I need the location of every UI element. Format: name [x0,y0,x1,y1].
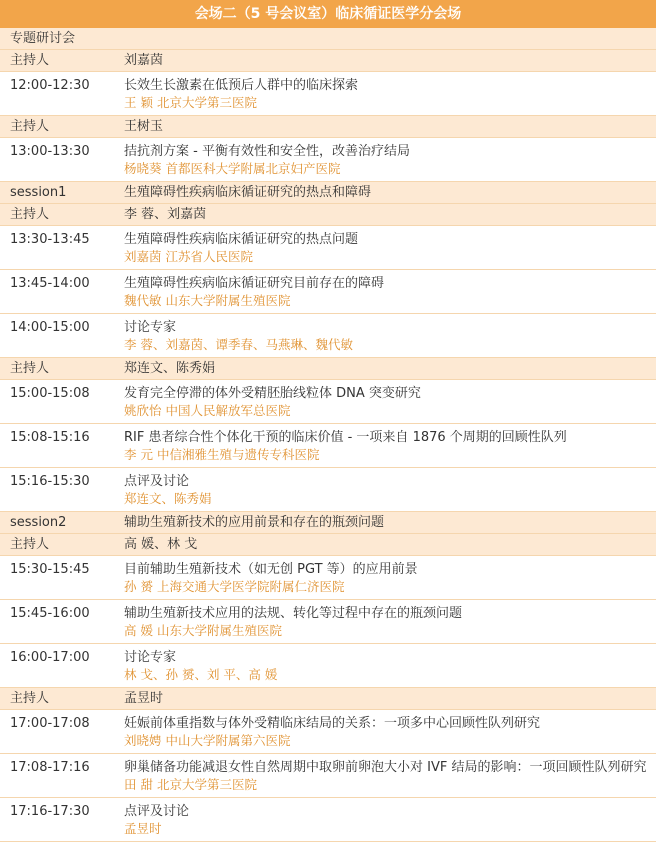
row-label: 主持人 [10,537,50,552]
talk-details [124,649,656,683]
talk-topic: 点评及讨论 [124,474,190,489]
talk-topic: 发育完全停滞的体外受精胚胎线粒体 DNA 突变研究 [124,386,421,401]
talk-row [0,754,656,798]
talk-row [0,798,656,842]
talk-topic: 讨论专家 [124,650,177,665]
chair-row [0,534,656,556]
talk-topic: 卵巢储备功能减退女性自然周期中取卵前卵泡大小对 IVF 结局的影响：一项回顾性队列研究 [124,760,647,775]
talk-speaker: 郑连文、陈秀娟 [124,491,212,506]
talk-speaker: 杨晓葵 首都医科大学附属北京妇产医院 [124,161,341,176]
row-label: 主持人 [10,691,50,706]
talk-details [124,231,656,265]
talk-speaker: 刘晓娉 中山大学附属第六医院 [124,733,291,748]
talk-topic: 目前辅助生殖新技术（如无创 PGT 等）的应用前景 [124,562,418,577]
row-value: 辅助生殖新技术的应用前景和存在的瓶颈问题 [124,515,385,530]
chair-row [0,204,656,226]
row-label: 主持人 [10,119,50,134]
talk-row [0,314,656,358]
talk-row [0,226,656,270]
talk-time: 13:00-13:30 [10,144,90,159]
talk-details [124,143,656,177]
talk-speaker: 孙 赟 上海交通大学医学院附属仁济医院 [124,579,345,594]
talk-row [0,72,656,116]
schedule-rows [0,28,656,842]
talk-time: 15:30-15:45 [10,562,90,577]
talk-topic: 讨论专家 [124,320,177,335]
chair-row [0,358,656,380]
talk-topic: 拮抗剂方案 - 平衡有效性和安全性，改善治疗结局 [124,144,410,159]
talk-topic: 生殖障碍性疾病临床循证研究目前存在的障碍 [124,276,385,291]
talk-time: 16:00-17:00 [10,650,90,665]
row-value: 李 蓉、刘嘉茵 [124,207,207,222]
row-label: 主持人 [10,207,50,222]
talk-speaker: 高 媛 山东大学附属生殖医院 [124,623,282,638]
talk-time: 15:08-15:16 [10,430,90,445]
talk-topic: 生殖障碍性疾病临床循证研究的热点问题 [124,232,359,247]
page-title: 会场二（5 号会议室）临床循证医学分会场 [0,0,656,28]
session-row [0,512,656,534]
talk-speaker: 刘嘉茵 江苏省人民医院 [124,249,253,264]
talk-time: 12:00-12:30 [10,78,90,93]
talk-row [0,600,656,644]
row-value [75,28,656,49]
talk-time: 15:00-15:08 [10,386,90,401]
talk-details [124,77,656,111]
chair-row [0,50,656,72]
talk-time: 13:45-14:00 [10,276,90,291]
talk-details [124,715,656,749]
row-value: 生殖障碍性疾病临床循证研究的热点和障碍 [124,185,372,200]
row-value: 孟昱时 [124,691,164,706]
row-value: 郑连文、陈秀娟 [124,361,216,376]
talk-time: 14:00-15:00 [10,320,90,335]
talk-time: 17:08-17:16 [10,760,90,775]
talk-row [0,468,656,512]
talk-time: 15:45-16:00 [10,606,90,621]
talk-details [124,319,656,353]
talk-row [0,644,656,688]
talk-topic: 妊娠前体重指数与体外受精临床结局的关系：一项多中心回顾性队列研究 [124,716,541,731]
row-value: 高 媛、林 戈 [124,537,198,552]
talk-topic: 辅助生殖新技术应用的法规、转化等过程中存在的瓶颈问题 [124,606,463,621]
row-value: 刘嘉茵 [124,53,164,68]
talk-speaker: 孟昱时 [124,821,162,836]
talk-speaker: 王 颖 北京大学第三医院 [124,95,257,110]
talk-row [0,710,656,754]
talk-row [0,424,656,468]
section-row [0,28,656,50]
talk-details [124,385,656,419]
talk-time: 13:30-13:45 [10,232,90,247]
talk-details [124,429,656,463]
row-label: session1 [10,185,67,200]
talk-row [0,380,656,424]
row-label: 主持人 [10,53,50,68]
talk-topic: 长效生长激素在低预后人群中的临床探索 [124,78,359,93]
talk-details [124,275,656,309]
talk-speaker: 林 戈、孙 赟、刘 平、高 媛 [124,667,278,682]
session-row [0,182,656,204]
row-label: 主持人 [10,361,50,376]
chair-row [0,116,656,138]
row-value: 王树玉 [124,119,164,134]
talk-time: 15:16-15:30 [10,474,90,489]
chair-row [0,688,656,710]
talk-speaker: 李 蓉、刘嘉茵、谭季春、马燕琳、魏代敏 [124,337,353,352]
talk-speaker: 魏代敏 山东大学附属生殖医院 [124,293,291,308]
talk-row [0,556,656,600]
talk-details [124,759,656,793]
talk-row [0,270,656,314]
talk-row [0,138,656,182]
talk-details [124,561,656,595]
talk-topic: RIF 患者综合性个体化干预的临床价值 - 一项来自 1876 个周期的回顾性队列 [124,430,567,445]
talk-speaker: 李 元 中信湘雅生殖与遗传专科医院 [124,447,320,462]
talk-time: 17:00-17:08 [10,716,90,731]
talk-topic: 点评及讨论 [124,804,190,819]
talk-details [124,605,656,639]
talk-speaker: 田 甜 北京大学第三医院 [124,777,257,792]
talk-time: 17:16-17:30 [10,804,90,819]
talk-speaker: 姚欣怡 中国人民解放军总医院 [124,403,291,418]
row-label: 专题研讨会 [10,31,76,46]
talk-details [124,473,656,507]
row-label: session2 [10,515,67,530]
